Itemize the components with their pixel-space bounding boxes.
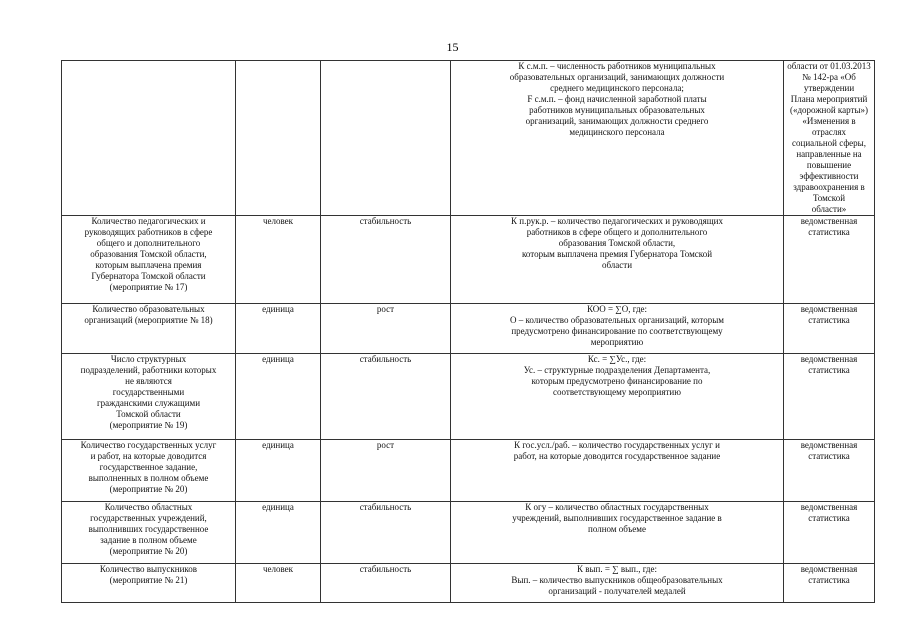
table-row	[62, 216, 875, 304]
table-row	[62, 440, 875, 502]
unit-cell: единица	[236, 440, 321, 502]
unit-cell	[236, 61, 321, 216]
table-row	[62, 354, 875, 440]
indicator-cell: Количество образовательных организаций (мероприятие № 18)	[62, 304, 236, 354]
indicator-cell: Количество областных государственных учреждений, выполнивших государственное задание в полном объеме (мероприятие № 20)	[62, 502, 236, 564]
formula-cell: КОО = ∑О, где: О – количество образовательных организаций, которым предусмотрено финансирование по соответствующему мероприятию	[451, 304, 784, 354]
unit-cell: единица	[236, 502, 321, 564]
formula-cell: К с.м.п. – численность работников муниципальных образовательных организаций, занимающих должности среднего медицинского персонала; F с.м.п. – фонд начисленной заработной платы работников муниципальных образовательных организаций, занимающих должности среднего медицинского персонала	[451, 61, 784, 216]
unit-cell: единица	[236, 354, 321, 440]
trend-cell: стабильность	[321, 502, 451, 564]
trend-cell	[321, 61, 451, 216]
unit-cell: человек	[236, 216, 321, 304]
table-row	[62, 502, 875, 564]
indicator-cell	[62, 61, 236, 216]
table-row	[62, 61, 875, 216]
source-cell: ведомственная статистика	[784, 354, 875, 440]
table-row	[62, 304, 875, 354]
unit-cell: единица	[236, 304, 321, 354]
trend-cell: рост	[321, 304, 451, 354]
formula-cell: К вып. = ∑ вып., где: Вып. – количество выпускников общеобразовательных организаций - получателей медалей	[451, 564, 784, 603]
formula-cell: К огу – количество областных государственных учреждений, выполнивших государственное задание в полном объеме	[451, 502, 784, 564]
source-cell: ведомственная статистика	[784, 564, 875, 603]
indicator-cell: Количество педагогических и руководящих работников в сфере общего и дополнительного образования Томской области, которым выплачена премия Губернатора Томской области (мероприятие № 17)	[62, 216, 236, 304]
indicators-table	[61, 60, 875, 603]
indicator-cell: Количество выпускников (мероприятие № 21)	[62, 564, 236, 603]
indicator-cell: Количество государственных услуг и работ, на которые доводится государственное задание, выполненных в полном объеме (мероприятие № 20)	[62, 440, 236, 502]
source-cell: области от 01.03.2013 № 142-ра «Об утверждении Плана мероприятий («дорожной карты») «Изменения в отраслях социальной сферы, направленные на повышение эффективности здравоохранения в Томской области»	[784, 61, 875, 216]
trend-cell: стабильность	[321, 354, 451, 440]
trend-cell: стабильность	[321, 564, 451, 603]
source-cell: ведомственная статистика	[784, 502, 875, 564]
source-cell: ведомственная статистика	[784, 216, 875, 304]
formula-cell: К п.рук.р. – количество педагогических и руководящих работников в сфере общего и дополнительного образования Томской области, которым выплачена премия Губернатора Томской области	[451, 216, 784, 304]
table-row	[62, 564, 875, 603]
indicator-cell: Число структурных подразделений, работники которых не являются государственными гражданскими служащими Томской области (мероприятие № 19)	[62, 354, 236, 440]
source-cell: ведомственная статистика	[784, 304, 875, 354]
unit-cell: человек	[236, 564, 321, 603]
trend-cell: стабильность	[321, 216, 451, 304]
formula-cell: К гос.усл./раб. – количество государственных услуг и работ, на которые доводится государственное задание	[451, 440, 784, 502]
source-cell: ведомственная статистика	[784, 440, 875, 502]
formula-cell: Кс. = ∑Ус., где: Ус. – структурные подразделения Департамента, которым предусмотрено финансирование по соответствующему мероприятию	[451, 354, 784, 440]
page-number: 15	[446, 40, 459, 54]
trend-cell: рост	[321, 440, 451, 502]
